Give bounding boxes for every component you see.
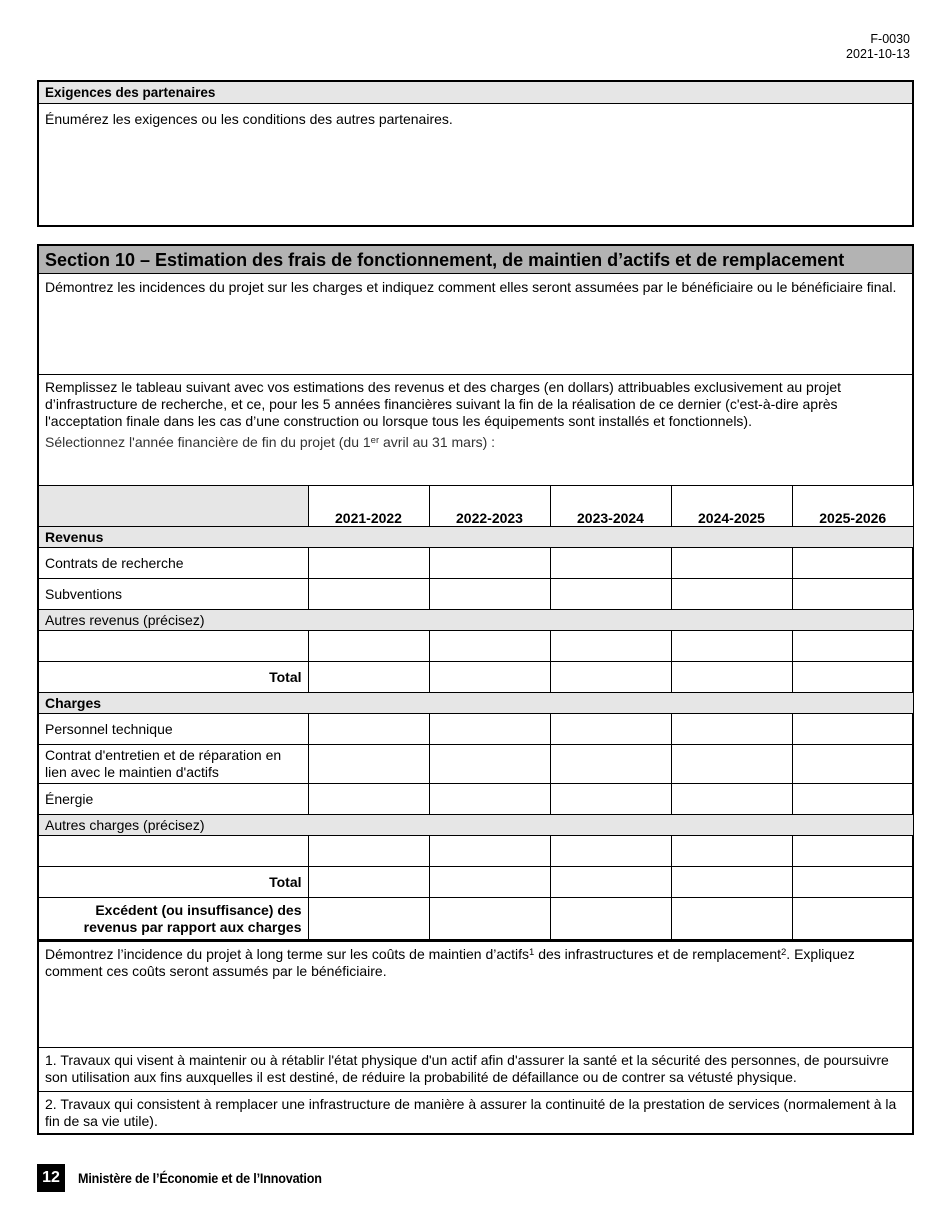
form-date: 2021-10-13 bbox=[846, 47, 910, 61]
amount-cell[interactable] bbox=[671, 867, 792, 898]
footnote-2: 2. Travaux qui consistent à remplacer une infrastructure de manière à assurer la continuité de la prestation de services (normalement à la fin de sa vie utile). bbox=[39, 1091, 912, 1134]
select-end-year-prompt[interactable] bbox=[45, 434, 906, 451]
partners-requirements-block bbox=[37, 80, 914, 227]
amount-cell[interactable] bbox=[308, 836, 429, 867]
group-row-revenus bbox=[39, 527, 913, 548]
row-label: Contrats de recherche bbox=[39, 548, 308, 579]
amount-cell[interactable] bbox=[671, 836, 792, 867]
instructions-text: Remplissez le tableau suivant avec vos estimations des revenus et des charges (en dollars) attribuables exclusivement au projet d’infrastructure de recherche, et ce, pour les 5 années financières suivant la fin de la réalisation de ce dernier (c'est-à-dire après l'acceptation finale dans les cas d’une construction ou lorsque tous les équipements sont installés et fonctionnels). bbox=[45, 379, 842, 429]
amount-cell[interactable] bbox=[792, 745, 913, 784]
table-row bbox=[39, 745, 913, 784]
amount-cell[interactable] bbox=[671, 745, 792, 784]
table-row bbox=[39, 836, 913, 867]
amount-cell[interactable] bbox=[429, 662, 550, 693]
amount-cell[interactable] bbox=[429, 579, 550, 610]
amount-cell[interactable] bbox=[429, 898, 550, 940]
amount-cell[interactable] bbox=[671, 898, 792, 940]
amount-cell[interactable] bbox=[429, 714, 550, 745]
year-header: 2021-2022 bbox=[308, 486, 429, 527]
amount-cell[interactable] bbox=[308, 662, 429, 693]
amount-cell[interactable] bbox=[429, 867, 550, 898]
other-charge-label-field[interactable] bbox=[39, 836, 308, 867]
row-label: Contrat d'entretien et de réparation en lien avec le maintien d'actifs bbox=[39, 745, 308, 784]
amount-cell[interactable] bbox=[308, 548, 429, 579]
table-row bbox=[39, 631, 913, 662]
table-row bbox=[39, 714, 913, 745]
table-header-row bbox=[39, 486, 913, 527]
select-year-sup: er bbox=[370, 435, 380, 446]
section-10 bbox=[37, 244, 914, 1135]
year-header: 2022-2023 bbox=[429, 486, 550, 527]
amount-cell[interactable] bbox=[308, 714, 429, 745]
section-10-title: Section 10 – Estimation des frais de fonctionnement, de maintien d’actifs et de remplacement bbox=[39, 246, 912, 274]
year-header: 2025-2026 bbox=[792, 486, 913, 527]
amount-cell[interactable] bbox=[429, 745, 550, 784]
form-code: F-0030 bbox=[870, 32, 910, 46]
amount-cell[interactable] bbox=[671, 784, 792, 815]
form-identifier bbox=[846, 32, 910, 62]
impact-text-pre: Démontrez l’incidence du projet à long terme sur les coûts de maintien d’actifs bbox=[45, 946, 530, 962]
table-row bbox=[39, 662, 913, 693]
amount-cell[interactable] bbox=[550, 548, 671, 579]
impact-text-mid: des infrastructures et de remplacement bbox=[534, 946, 781, 962]
ministry-name: Ministère de l’Économie et de l’Innovation bbox=[78, 1170, 322, 1186]
row-label-total: Total bbox=[39, 867, 308, 898]
section-10-intro-field[interactable] bbox=[39, 274, 912, 375]
amount-cell[interactable] bbox=[308, 867, 429, 898]
year-header: 2024-2025 bbox=[671, 486, 792, 527]
amount-cell[interactable] bbox=[792, 898, 913, 940]
amount-cell[interactable] bbox=[550, 836, 671, 867]
amount-cell[interactable] bbox=[429, 631, 550, 662]
amount-cell[interactable] bbox=[671, 662, 792, 693]
amount-cell[interactable] bbox=[671, 548, 792, 579]
section-10-instructions bbox=[39, 375, 912, 485]
amount-cell[interactable] bbox=[792, 784, 913, 815]
amount-cell[interactable] bbox=[671, 579, 792, 610]
partners-header: Exigences des partenaires bbox=[39, 82, 912, 104]
long-term-impact-field[interactable] bbox=[39, 940, 912, 1048]
amount-cell[interactable] bbox=[550, 631, 671, 662]
amount-cell[interactable] bbox=[550, 662, 671, 693]
impact-footnote-1: 1 bbox=[529, 947, 535, 958]
table-row bbox=[39, 548, 913, 579]
amount-cell[interactable] bbox=[308, 784, 429, 815]
page-number: 12 bbox=[37, 1164, 65, 1192]
group-row-autres-charges bbox=[39, 815, 913, 836]
row-label: Personnel technique bbox=[39, 714, 308, 745]
row-label: Subventions bbox=[39, 579, 308, 610]
amount-cell[interactable] bbox=[308, 631, 429, 662]
amount-cell[interactable] bbox=[671, 714, 792, 745]
amount-cell[interactable] bbox=[792, 662, 913, 693]
select-year-pre: Sélectionnez l'année financière de fin du projet (du 1 bbox=[45, 434, 371, 450]
amount-cell[interactable] bbox=[308, 745, 429, 784]
table-row bbox=[39, 579, 913, 610]
amount-cell[interactable] bbox=[792, 867, 913, 898]
amount-cell[interactable] bbox=[550, 898, 671, 940]
row-label: Énergie bbox=[39, 784, 308, 815]
estimates-table bbox=[39, 485, 913, 940]
amount-cell[interactable] bbox=[792, 714, 913, 745]
amount-cell[interactable] bbox=[792, 836, 913, 867]
amount-cell[interactable] bbox=[429, 836, 550, 867]
table-row bbox=[39, 898, 913, 940]
amount-cell[interactable] bbox=[550, 867, 671, 898]
row-label-total: Total bbox=[39, 662, 308, 693]
group-label-autres-revenus: Autres revenus (précisez) bbox=[39, 610, 913, 631]
group-row-charges bbox=[39, 693, 913, 714]
amount-cell[interactable] bbox=[429, 548, 550, 579]
group-row-autres-revenus bbox=[39, 610, 913, 631]
row-label-excedent: Excédent (ou insuffisance) des revenus par rapport aux charges bbox=[39, 898, 308, 940]
group-label-autres-charges: Autres charges (précisez) bbox=[39, 815, 913, 836]
impact-footnote-2: 2 bbox=[781, 947, 787, 958]
footnote-1: 1. Travaux qui visent à maintenir ou à rétablir l'état physique d'un actif afin d'assurer la santé et la sécurité des personnes, de poursuivre son utilisation aux fins auxquelles il est destiné, de réduire la probabilité de défaillance ou de contrer sa vétusté physique. bbox=[45, 1052, 889, 1085]
group-label-revenus: Revenus bbox=[39, 527, 913, 548]
amount-cell[interactable] bbox=[792, 579, 913, 610]
amount-cell[interactable] bbox=[550, 745, 671, 784]
header-blank-cell bbox=[39, 486, 308, 527]
table-row bbox=[39, 867, 913, 898]
select-year-post: avril au 31 mars) : bbox=[379, 434, 496, 450]
impact-text-post: . Expliquez comment ces coûts seront assumés par le bénéficiaire. bbox=[45, 946, 855, 979]
amount-cell[interactable] bbox=[671, 631, 792, 662]
amount-cell[interactable] bbox=[550, 579, 671, 610]
partners-prompt: Énumérez les exigences ou les conditions des autres partenaires. bbox=[45, 111, 453, 127]
year-header: 2023-2024 bbox=[550, 486, 671, 527]
page-footer bbox=[37, 1164, 349, 1192]
other-revenue-label-field[interactable] bbox=[39, 631, 308, 662]
group-label-charges: Charges bbox=[39, 693, 913, 714]
amount-cell[interactable] bbox=[429, 784, 550, 815]
amount-cell[interactable] bbox=[792, 548, 913, 579]
amount-cell[interactable] bbox=[308, 898, 429, 940]
amount-cell[interactable] bbox=[550, 784, 671, 815]
amount-cell[interactable] bbox=[308, 579, 429, 610]
section-10-intro-text: Démontrez les incidences du projet sur les charges et indiquez comment elles seront assumées par le bénéficiaire ou le bénéficiaire final. bbox=[45, 279, 897, 295]
amount-cell[interactable] bbox=[792, 631, 913, 662]
amount-cell[interactable] bbox=[550, 714, 671, 745]
table-row bbox=[39, 784, 913, 815]
